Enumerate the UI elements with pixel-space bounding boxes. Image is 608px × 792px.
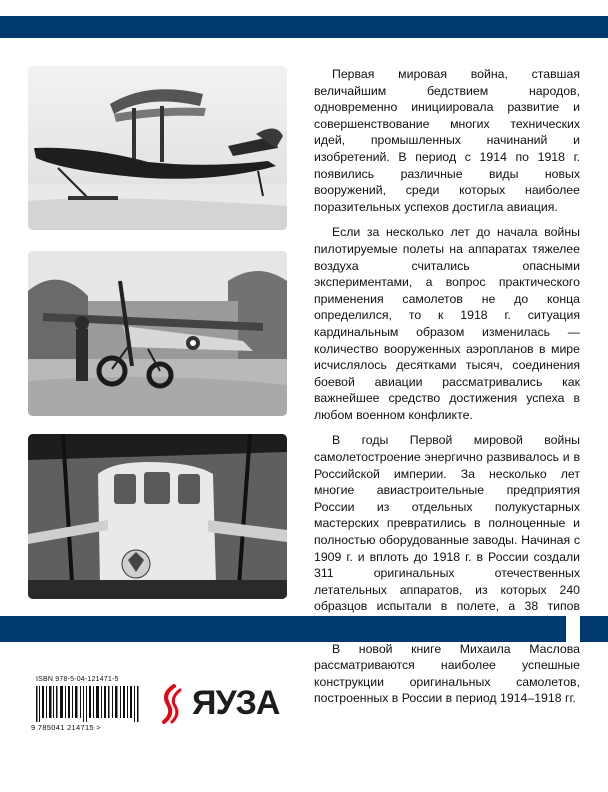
- middle-decorative-band-right: [580, 616, 608, 642]
- barcode-number: 9 785041 214715 >: [31, 723, 101, 732]
- photo-flying-boat: [28, 66, 287, 230]
- photo-monoplane: [28, 251, 287, 416]
- barcode-icon: [36, 686, 140, 722]
- publisher-mark-icon: [160, 684, 184, 724]
- paragraph-1: Первая мировая война, ставшая величайшим бедствием народов, одновременно инициировала развитие и совершенствование многих технических идей, промышленных начинаний и изобретений. В период с 1914 по 1918 г. появились различные виды новых вооружений, среди которых наиболее поразительных успехов достигла авиация.: [314, 67, 580, 214]
- isbn-label: ISBN 978-5-04-121471-5: [36, 676, 119, 683]
- publisher-logo: ЯУЗА: [192, 684, 280, 722]
- paragraph-2: Если за несколько лет до начала войны пилотируемые полеты на аппаратах тяжелее воздуха считались опасными экспериментами, а вопрос практического применения самолетов не до конца определился, то к 1918 г. ситуация кардинальным образом изменилась — количество вооруженных аэропланов в мире исчислялось десятками тысяч, соединения боевой авиации рассматривались как важнейшее средство достижения успеха в любом военном конфликте.: [314, 225, 580, 422]
- middle-decorative-band: [0, 616, 566, 642]
- top-decorative-band: [0, 16, 608, 38]
- paragraph-3: В годы Первой мировой войны самолетостроение энергично развивалось и в Российской империи. За несколько лет многие авиастроительные предприятия России из отдельных полукустарных мастерских превратились в полноценные и полностью оборудованные заводы. Начиная с 1909 г. и вплоть до 1918 г. в России создали 311 оригинальных отечественных летательных аппаратов, из которых 240 образцов испытали в полете, а 38 типов: [314, 433, 580, 614]
- photo-biplane-insignia: [28, 434, 287, 599]
- paragraph-4: В новой книге Михаила Маслова рассматриваются наиболее успешные конструкции оригинальных самолетов, построенных в России в период 1914–1918 гг.: [314, 641, 580, 706]
